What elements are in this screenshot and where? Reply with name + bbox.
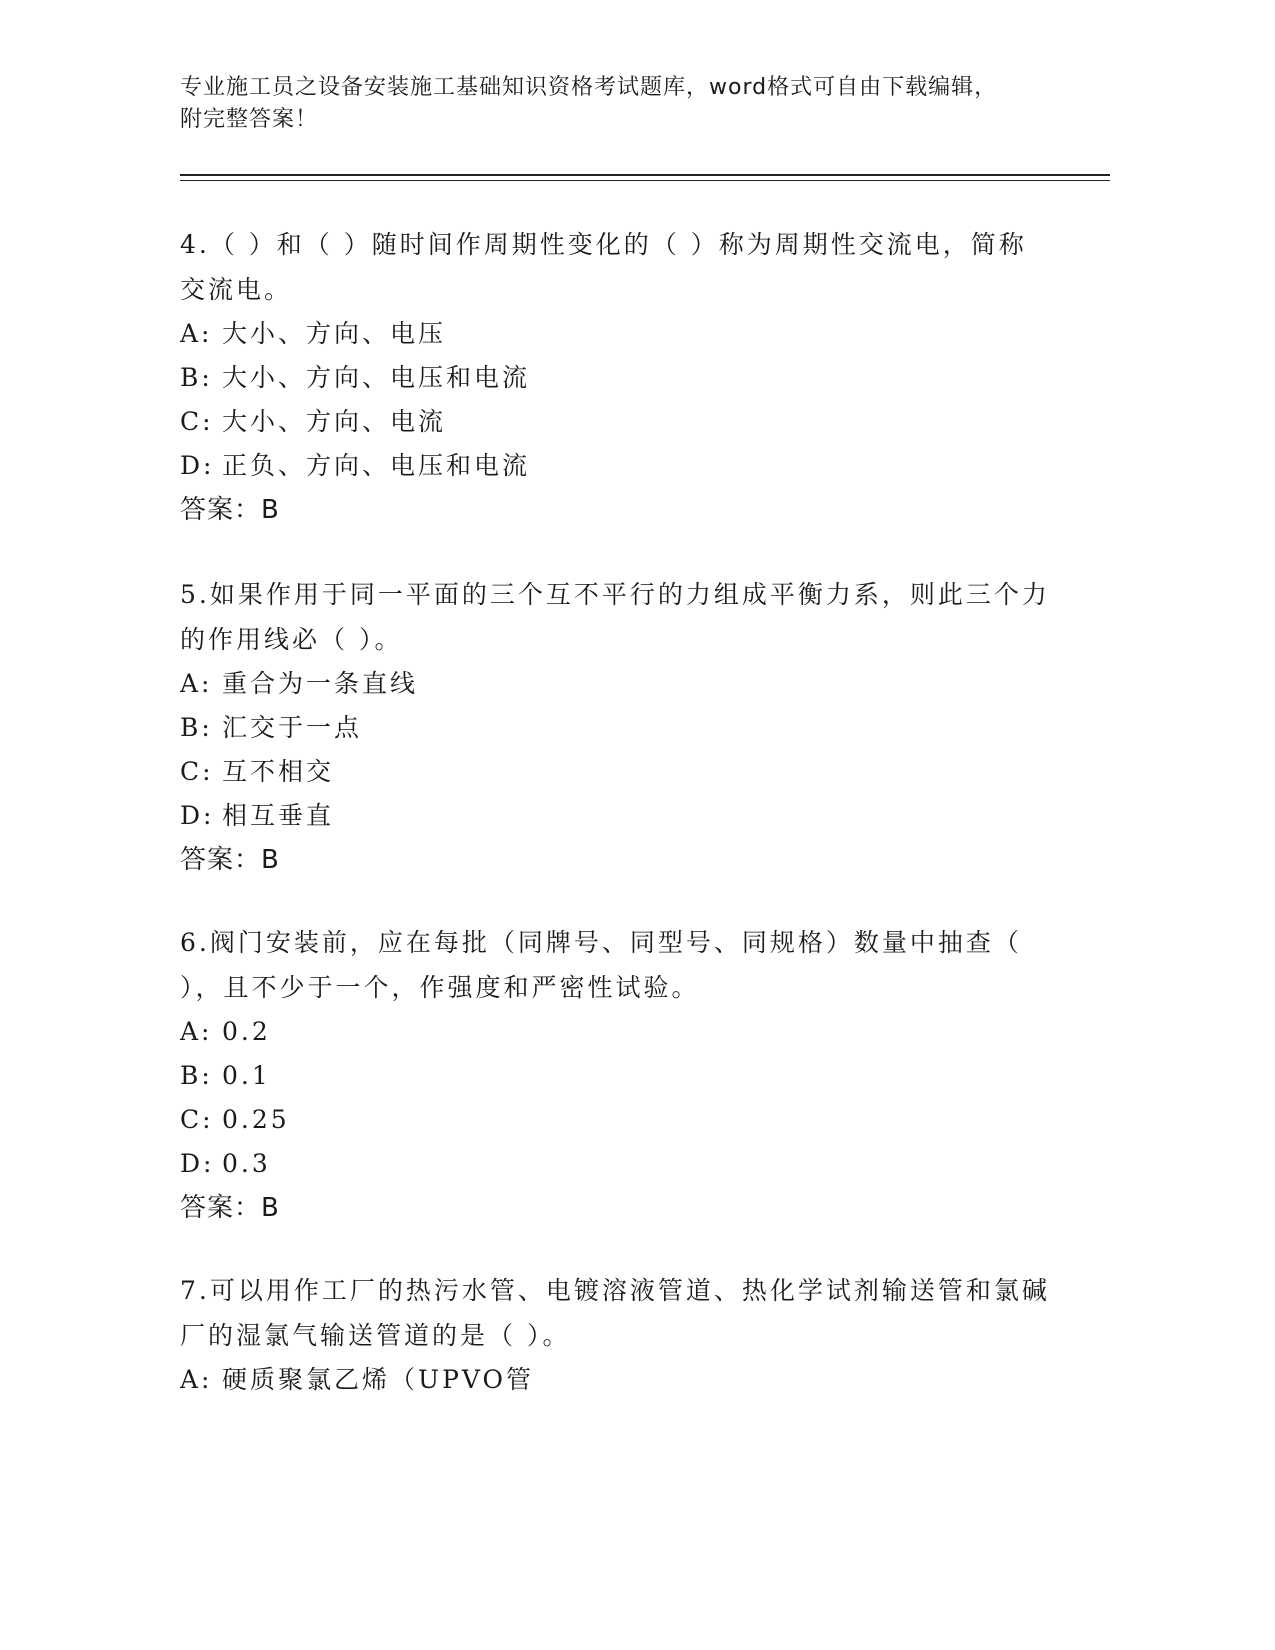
option-letter: A:: [180, 1365, 213, 1394]
option-d: [180, 1142, 1050, 1186]
option-text: 大小、方向、电流: [222, 407, 447, 436]
option-text: 0.3: [222, 1149, 271, 1178]
option-letter: D:: [180, 1149, 215, 1178]
question-text: 5.如果作用于同一平面的三个互不平行的力组成平衡力系，则此三个力的作用线必（ ）。: [180, 580, 1050, 654]
option-b: [180, 1054, 1050, 1098]
option-a: [180, 1358, 1050, 1402]
option-letter: C:: [180, 407, 214, 436]
document-header: [180, 72, 1060, 136]
option-c: [180, 750, 1050, 794]
answer-label: 答案：B: [180, 495, 280, 525]
header-line-1: 专业施工员之设备安装施工基础知识资格考试题库，word格式可自由下载编辑，: [180, 75, 998, 100]
option-c: [180, 400, 1050, 444]
header-divider-thick: [180, 174, 1110, 176]
header-divider-thin: [180, 180, 1110, 181]
option-text: 0.25: [222, 1105, 290, 1134]
option-letter: B:: [180, 713, 213, 742]
option-d: [180, 794, 1050, 838]
option-text: 0.1: [222, 1061, 271, 1090]
question-text: 7.可以用作工厂的热污水管、电镀溶液管道、热化学试剂输送管和氯碱厂的湿氯气输送管道的是（ ）。: [180, 1276, 1050, 1350]
option-text: 正负、方向、电压和电流: [222, 451, 531, 480]
option-b: [180, 706, 1050, 750]
option-text: 相互垂直: [222, 801, 335, 830]
question-7: [180, 1268, 1050, 1402]
question-text: 4.（ ）和（ ）随时间作周期性变化的（ ）称为周期性交流电，简称交流电。: [180, 230, 1027, 304]
option-letter: D:: [180, 451, 215, 480]
option-d: [180, 444, 1050, 488]
option-text: 大小、方向、电压和电流: [222, 363, 531, 392]
header-line-2: 附完整答案！: [180, 107, 319, 132]
option-text: 重合为一条直线: [222, 669, 419, 698]
option-letter: A:: [180, 1017, 213, 1046]
option-letter: D:: [180, 801, 215, 830]
option-text: 0.2: [222, 1017, 271, 1046]
answer-label: 答案：B: [180, 845, 280, 875]
option-b: [180, 356, 1050, 400]
option-text: 硬质聚氯乙烯（UPVO管: [222, 1365, 535, 1394]
option-text: 大小、方向、电压: [222, 319, 447, 348]
option-c: [180, 1098, 1050, 1142]
question-4: [180, 222, 1050, 532]
option-a: [180, 662, 1050, 706]
question-6: [180, 920, 1050, 1230]
answer-label: 答案：B: [180, 1193, 280, 1223]
option-a: [180, 1010, 1050, 1054]
option-letter: C:: [180, 757, 214, 786]
option-text: 汇交于一点: [222, 713, 363, 742]
option-a: [180, 312, 1050, 356]
option-letter: A:: [180, 669, 213, 698]
option-letter: C:: [180, 1105, 214, 1134]
question-5: [180, 572, 1050, 882]
option-letter: B:: [180, 363, 213, 392]
option-letter: B:: [180, 1061, 213, 1090]
option-text: 互不相交: [222, 757, 335, 786]
question-text: 6.阀门安装前，应在每批（同牌号、同型号、同规格）数量中抽查（ ），且不少于一个，作强度和严密性试验。: [180, 928, 1022, 1002]
option-letter: A:: [180, 319, 213, 348]
